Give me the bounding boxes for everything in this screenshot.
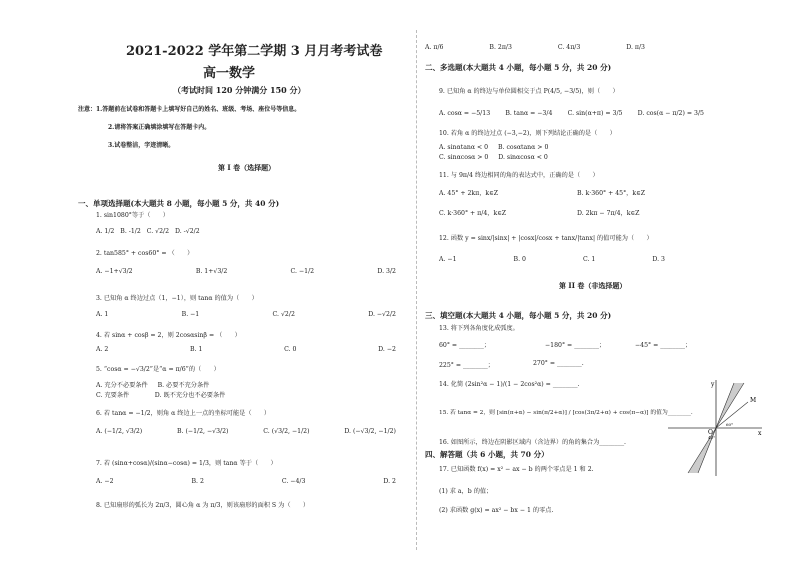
q17-part1: (1) 求 a，b 的值；	[439, 488, 493, 495]
q8-stem: 8. 已知扇形的弧长为 2π/3，圆心角 α 为 π/3，则该扇形的面积 S 为（ ）	[96, 502, 310, 509]
q13-item-1[interactable]: 60° = ________；	[439, 342, 491, 349]
left-column	[78, 0, 413, 562]
q2-option-d[interactable]: D. 3/2	[377, 268, 396, 275]
q1-option-c[interactable]: C. √2/2	[146, 228, 170, 235]
angle-60-label: 60°	[726, 422, 734, 427]
q9-option-b[interactable]: B. tanα = −3/4	[505, 110, 553, 117]
q3-option-c[interactable]: C. √2/2	[272, 311, 295, 318]
q10-option-c[interactable]: C. sinαcosα > 0	[439, 154, 489, 161]
q7-option-d[interactable]: D. 2	[383, 478, 396, 485]
q11-option-a[interactable]: A. 45° + 2kπ，k∈Z	[439, 190, 499, 197]
angle-45-label: 45°	[708, 435, 716, 440]
q7-stem: 7. 若 (sinα+cosα)/(sinα−cosα) = 1/3，则 tanα 等于（ ）	[96, 460, 277, 467]
section3-title: 三、填空题(本大题共 4 小题，每小题 5 分，共 20 分)	[425, 311, 612, 320]
q6-option-c[interactable]: C. (√3/2, −1/2)	[263, 428, 310, 435]
q5-option-a[interactable]: A. 充分不必要条件	[96, 382, 148, 389]
q10-option-b[interactable]: B. cosαtanα > 0	[497, 144, 549, 151]
q1-stem: 1. sin1080°等于（ ）	[96, 212, 169, 219]
q3-option-b[interactable]: B. −1	[181, 311, 200, 318]
q5-options-row1	[96, 380, 209, 389]
note-2: 2.请将答案正确填涂填写在答题卡内。	[108, 124, 211, 131]
q9-option-a[interactable]: A. cosα = −5/13	[439, 110, 491, 117]
column-divider	[416, 30, 417, 550]
q6-option-d[interactable]: D. (−√3/2, −1/2)	[344, 428, 396, 435]
q2-stem: 2. tan585° + cos60° = （ ）	[96, 250, 194, 257]
q13-item-2[interactable]: −180° = ________；	[545, 342, 606, 349]
q4-option-a[interactable]: A. 2	[96, 346, 109, 353]
q6-options	[96, 428, 396, 435]
section1-title: 一、单项选择题(本大题共 8 小题，每小题 5 分，共 40 分)	[78, 199, 280, 208]
q7-option-b[interactable]: B. 2	[191, 478, 204, 485]
q8-option-c[interactable]: C. 4π/3	[557, 44, 581, 51]
section2-title: 二、多选题(本大题共 4 小题，每小题 5 分，共 20 分)	[425, 63, 612, 72]
q12-option-d[interactable]: D. 3	[652, 256, 665, 263]
q2-option-b[interactable]: B. 1+√3/2	[195, 268, 228, 275]
q4-option-c[interactable]: C. 0	[284, 346, 297, 353]
q12-stem: 12. 函数 y = sinx/|sinx| + |cosx|/cosx + tanx/|tanx| 的值可能为（ ）	[439, 235, 653, 242]
note-3: 3.试卷整洁，字迹清晰。	[108, 142, 175, 149]
q3-option-a[interactable]: A. 1	[96, 311, 109, 318]
x-axis-label: x	[758, 430, 762, 437]
q12-option-c[interactable]: C. 1	[582, 256, 596, 263]
q10-options-row2	[439, 154, 548, 161]
q7-option-c[interactable]: C. −4/3	[281, 478, 306, 485]
q13-stem: 13. 将下列各角度化成弧度。	[439, 325, 519, 332]
q5-options-row2	[96, 390, 225, 399]
q9-options	[439, 110, 704, 117]
q17-part2: (2) 求函数 g(x) = ax² − bx − 1 的零点.	[439, 507, 554, 514]
note-1: 注意：1.答题前在试卷和答题卡上填写好自己的姓名、班级、考场、座位号等信息。	[78, 106, 301, 113]
part1-title: 第 I 卷（选择题）	[218, 163, 276, 172]
m-label: M	[750, 397, 757, 404]
q1-options	[96, 228, 296, 235]
q10-stem: 10. 若角 α 的终边过点 (−3,−2)，则下列结论正确的是（ ）	[439, 130, 616, 137]
q12-option-a[interactable]: A. −1	[439, 256, 457, 263]
q5-stem: 5. “cosα = −√3/2”是“α = π/6”的（ ）	[96, 366, 220, 373]
angle-region-figure	[668, 378, 764, 478]
q13-item-4[interactable]: 225° = ________；	[439, 362, 494, 369]
q4-stem: 4. 若 sinα + cosβ = 2，则 2cosαsinβ = （ ）	[96, 332, 241, 339]
q17-stem: 17. 已知函数 f(x) = x² − ax − b 的两个零点是 1 和 2.	[439, 466, 594, 473]
q8-option-a[interactable]: A. π/6	[425, 44, 444, 51]
q8-options	[425, 44, 645, 51]
q12-option-b[interactable]: B. 0	[513, 256, 526, 263]
q6-option-a[interactable]: A. (−1/2, √3/2)	[96, 428, 143, 435]
q7-option-a[interactable]: A. −2	[96, 478, 114, 485]
q5-option-b[interactable]: B. 必要不充分条件	[157, 382, 210, 389]
q10-options-row1	[439, 144, 548, 151]
origin-label: O	[708, 429, 713, 436]
q9-option-c[interactable]: C. sin(α+π) = 3/5	[567, 110, 623, 117]
q11-option-c[interactable]: C. k·360° + π/4，k∈Z	[439, 210, 507, 217]
q9-option-d[interactable]: D. cos(α − π/2) = 3/5	[637, 110, 704, 117]
q4-option-d[interactable]: D. −2	[378, 346, 396, 353]
y-axis-label: y	[711, 381, 715, 388]
q13-item-3[interactable]: −45° = ________；	[635, 342, 692, 349]
exam-info: （考试时间 120 分钟满分 150 分）	[173, 85, 306, 95]
q2-options	[96, 268, 396, 275]
q9-stem: 9. 已知角 α 的终边与单位圆相交于点 P(4/5, −3/5)，则（ ）	[439, 88, 619, 95]
q8-option-d[interactable]: D. π/3	[626, 44, 645, 51]
q10-option-d[interactable]: D. sinαcosα < 0	[498, 154, 548, 161]
q14-stem: 14. 化简 (2sin²α − 1)/(1 − 2cos²α) = ________.	[439, 381, 580, 388]
q2-option-c[interactable]: C. −1/2	[290, 268, 315, 275]
q4-options	[96, 346, 396, 353]
q3-options	[96, 311, 396, 318]
q12-options	[439, 256, 665, 263]
q3-stem: 3. 已知角 α 终边过点（1，−1），则 tanα 的值为（ ）	[96, 295, 258, 302]
q5-option-c[interactable]: C. 充要条件	[96, 392, 130, 399]
q1-option-b[interactable]: B. -1/2	[120, 228, 141, 235]
q11-option-d[interactable]: D. 2kπ − 7π/4，k∈Z	[577, 210, 640, 217]
q7-options	[96, 478, 396, 485]
q6-option-b[interactable]: B. (−1/2, −√3/2)	[177, 428, 229, 435]
q3-option-d[interactable]: D. −√2/2	[368, 311, 396, 318]
q1-option-a[interactable]: A. 1/2	[96, 228, 115, 235]
section4-title: 四、解答题（共 6 小题，共 70 分）	[425, 450, 549, 459]
exam-title: 2021-2022 学年第二学期 3 月月考考试卷	[126, 44, 383, 59]
q16-stem: 16. 如图所示，终边在阴影区域内（含边界）的角的集合为________.	[439, 439, 627, 446]
q11-stem: 11. 与 9π/4 终边相同的角的表达式中，正确的是（ ）	[439, 172, 599, 179]
q5-option-d[interactable]: D. 既不充分也不必要条件	[154, 392, 226, 399]
q8-option-b[interactable]: B. 2π/3	[489, 44, 512, 51]
q11-option-b[interactable]: B. k·360° + 45°，k∈Z	[577, 190, 646, 197]
q4-option-b[interactable]: B. 1	[190, 346, 203, 353]
exam-subject: 高一数学	[203, 66, 256, 81]
q15-stem: 15. 若 tanα = 2，则 [sin(π+α) − sin(π/2+α)] / [cos(3π/2+α) + cos(π−α)] 的值为________.	[439, 410, 693, 416]
q13-item-5[interactable]: 270° = ________.	[533, 360, 584, 367]
q2-option-a[interactable]: A. −1+√3/2	[96, 268, 133, 275]
part2-title: 第 II 卷（非选择题）	[559, 281, 627, 290]
q1-option-d[interactable]: D. -√2/2	[174, 228, 200, 235]
q10-option-a[interactable]: A. sinαtanα < 0	[439, 144, 489, 151]
q6-stem: 6. 若 tanα = −1/2，则角 α 终边上一点的坐标可能是（ ）	[96, 410, 271, 417]
